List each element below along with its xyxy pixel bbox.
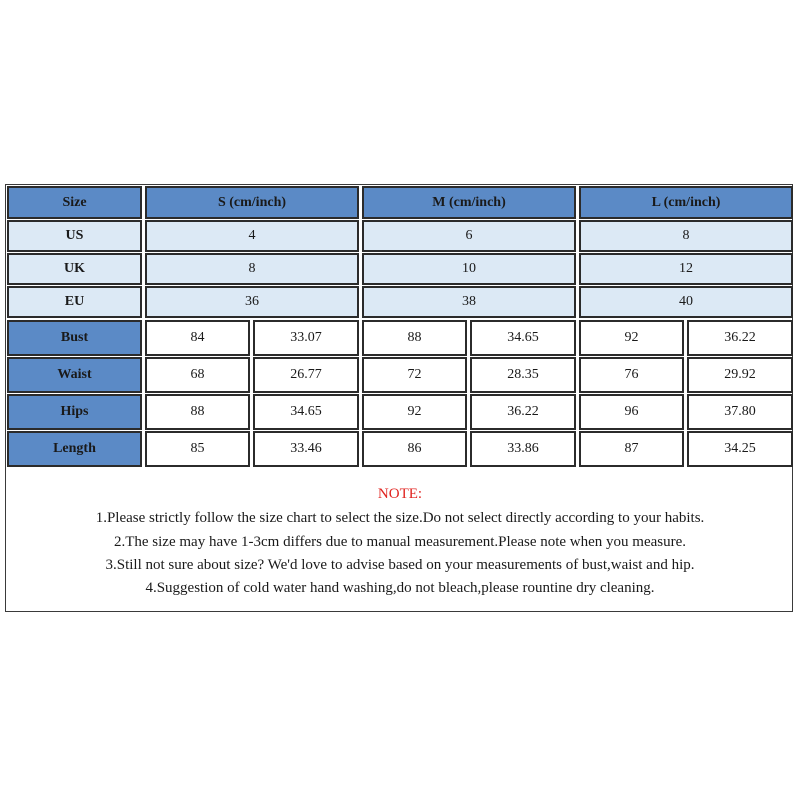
row-label-us: US [7, 220, 142, 252]
row-label-bust: Bust [7, 320, 142, 356]
eu-l: 40 [579, 286, 793, 318]
us-m: 6 [362, 220, 576, 252]
waist-s-cm: 68 [145, 357, 250, 393]
note-line-2: 2.The size may have 1-3cm differs due to manual measurement.Please note when you measure. [113, 534, 687, 550]
bust-m-in: 34.65 [470, 320, 576, 356]
bust-m-cm: 88 [362, 320, 467, 356]
bust-s-cm: 84 [145, 320, 250, 356]
uk-l: 12 [579, 253, 793, 285]
row-label-waist: Waist [7, 357, 142, 393]
length-l-in: 34.25 [687, 431, 793, 467]
note-title: NOTE: [377, 486, 423, 502]
bust-l-in: 36.22 [687, 320, 793, 356]
note-line-4: 4.Suggestion of cold water hand washing,do not bleach,please rountine dry cleaning. [145, 580, 655, 596]
header-size: Size [7, 186, 142, 219]
waist-m-cm: 72 [362, 357, 467, 393]
length-s-cm: 85 [145, 431, 250, 467]
bust-s-in: 33.07 [253, 320, 359, 356]
length-s-in: 33.46 [253, 431, 359, 467]
note-line-1: 1.Please strictly follow the size chart to select the size.Do not select directly according to your habits. [95, 510, 705, 526]
length-l-cm: 87 [579, 431, 684, 467]
waist-l-in: 29.92 [687, 357, 793, 393]
row-label-length: Length [7, 431, 142, 467]
hips-l-in: 37.80 [687, 394, 793, 430]
uk-s: 8 [145, 253, 359, 285]
hips-m-in: 36.22 [470, 394, 576, 430]
bust-l-cm: 92 [579, 320, 684, 356]
us-l: 8 [579, 220, 793, 252]
length-m-in: 33.86 [470, 431, 576, 467]
waist-m-in: 28.35 [470, 357, 576, 393]
row-label-eu: EU [7, 286, 142, 318]
header-m: M (cm/inch) [362, 186, 576, 219]
row-label-hips: Hips [7, 394, 142, 430]
row-label-uk: UK [7, 253, 142, 285]
us-s: 4 [145, 220, 359, 252]
length-m-cm: 86 [362, 431, 467, 467]
eu-s: 36 [145, 286, 359, 318]
header-l: L (cm/inch) [579, 186, 793, 219]
waist-l-cm: 76 [579, 357, 684, 393]
note-line-3: 3.Still not sure about size? We'd love to advise based on your measurements of bust,waist and hip. [105, 557, 695, 573]
waist-s-in: 26.77 [253, 357, 359, 393]
hips-s-in: 34.65 [253, 394, 359, 430]
header-s: S (cm/inch) [145, 186, 359, 219]
uk-m: 10 [362, 253, 576, 285]
hips-s-cm: 88 [145, 394, 250, 430]
hips-l-cm: 96 [579, 394, 684, 430]
eu-m: 38 [362, 286, 576, 318]
hips-m-cm: 92 [362, 394, 467, 430]
